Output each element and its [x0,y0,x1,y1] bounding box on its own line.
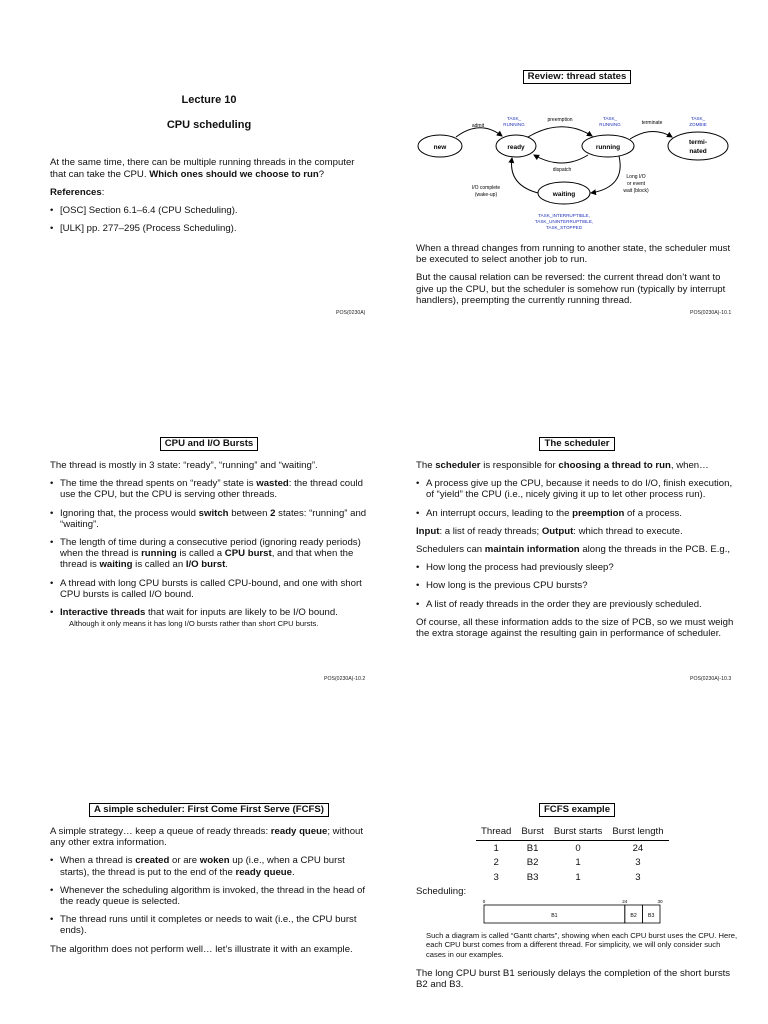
gantt-segment-label: B3 [648,913,655,920]
gantt-segment-label: B1 [551,913,558,920]
table-cell: B3 [526,871,539,883]
edge-label-io-complete: (wake-up) [474,192,498,198]
edge-label-io-complete: I/O complete [471,185,501,191]
task-running-label: TASK_ [602,116,618,121]
slide-footer: POS(0230A)-10.3 [690,676,732,682]
column-header: Burst length [607,826,668,841]
table-cell: 24 [632,843,644,855]
node-label-running: running [595,144,621,151]
node-label-new: new [433,144,447,151]
references-list [50,205,368,234]
thread-state-diagram [416,89,738,231]
references-heading: References: [50,186,105,198]
slide-title: A simple scheduler: First Come First Serve (FCFS) [50,803,368,817]
node-label-terminated-2: nated [689,148,707,155]
bullet-list [416,562,738,610]
bullet-item: • Interactive threads that wait for inputs are likely to be I/O bound. [50,607,368,618]
bullet-item: • Whenever the scheduling algorithm is invoked, the thread in the head of the ready queue is selected. [50,885,368,907]
slide-fcfs [50,803,368,962]
slide-footer: POS(0230A) [336,310,366,316]
column-header: Thread [476,826,516,841]
intro-paragraph: The thread is mostly in 3 state: “ready”, “running” and “waiting”. [50,460,318,471]
gantt-tick-label: 0 [482,899,486,905]
table-cell: 0 [575,843,581,855]
table-cell: 1 [575,857,581,869]
edge-label-preemption: preemption [547,117,573,123]
paragraph: Of course, all these information adds to the size of PCB, so we must weigh the extra storage against the resulting gain in performance of scheduler. [416,616,734,640]
reference-item: • [ULK] pp. 277–295 (Process Scheduling). [50,223,368,234]
paragraph: But the causal relation can be reversed: the current thread don’t want to give up the CPU, but the scheduler is somehow run (typically by interrupt handlers), preempting the currently running thread. [416,272,726,306]
input-output-paragraph: Input: a list of ready threads; Output: which thread to execute. [416,525,683,537]
node-label-waiting: waiting [552,191,576,198]
paragraph: The scheduler is responsible for choosing a thread to run, when… [416,460,709,471]
bullet-item: • Ignoring that, the process would switch between 2 states: “running” and “waiting”. [50,508,368,530]
slide-cpu-io-bursts [50,437,368,629]
table-cell: 3 [635,857,641,869]
bullet-item: • How long the process had previously sleep? [416,562,738,573]
node-label-terminated-1: termi- [688,139,708,146]
edge-label-long-io: Long I/O [626,174,646,180]
scheduling-label: Scheduling: [416,885,467,897]
gantt-chart [416,897,738,927]
table-cell: B1 [526,843,539,855]
edge-label-dispatch: dispatch [552,167,572,173]
task-zombie-label: TASK_ [690,116,706,121]
table-cell: 2 [493,857,499,869]
burst-table [476,826,669,884]
bullet-item: • The thread runs until it completes or needs to wait (i.e., the CPU burst ends). [50,914,368,936]
edge-label-long-io: or event [626,181,646,187]
slide-footer: POS(0230A)-10.2 [324,676,366,682]
task-zombie-label: ZOMBIE [689,122,707,127]
paragraph: The algorithm does not perform well… let’s illustrate it with an example. [50,943,353,955]
slide-title: CPU and I/O Bursts [50,437,368,451]
gantt-caption: Such a diagram is called “Gantt charts”, showing when each CPU burst uses the CPU. Here, each CPU burst comes from a different thread. For simplicity, we will only consider such cases in our examples. [426,931,738,959]
paragraph: When a thread changes from running to another state, the scheduler must be executed to select another job to run. [416,243,731,266]
bullet-item: • A list of ready threads in the order they are previously scheduled. [416,599,738,610]
task-waiting-label: TASK_UNINTERRUPTIBLE, [534,219,594,224]
bullet-list [416,478,738,519]
gantt-segment-label: B2 [630,913,637,920]
edge-label-admit: admit [471,123,485,129]
footnote: Although it only means it has long I/O bursts rather than short CPU bursts. [69,619,319,629]
state-terminated [668,132,728,160]
column-header: Burst starts [549,826,608,841]
gantt-tick-label: 30 [657,899,663,905]
slide-scheduler [416,437,738,646]
paragraph: The long CPU burst B1 seriously delays the completion of the short bursts B2 and B3. [416,968,731,991]
slide-thread-states [416,70,738,313]
bullet-item: • The time the thread spents on “ready” state is wasted: the thread could use the CPU, but the CPU is serving other threads. [50,478,368,500]
bullet-item: • A process give up the CPU, because it needs to do I/O, finish execution, of “yield” the CPU (i.e., nicely giving it up to let other process run). [416,478,738,500]
bullet-list [50,478,368,618]
task-running-label: RUNNING [503,122,525,127]
bullet-item: • The length of time during a consecutive period (ignoring ready periods) when the thread is running is called a CPU burst, and that when the thread is waiting is called an I/O burst. [50,537,368,571]
bullet-item: • An interrupt occurs, leading to the preemption of a process. [416,508,738,519]
slide-lecture-title [50,95,368,241]
slide-footer: POS(0230A)-10.1 [690,310,732,316]
column-header: Burst [516,826,548,841]
gantt-tick-label: 24 [622,899,628,905]
table-header-row [476,826,669,841]
edge-label-terminate: terminate [641,120,663,126]
slide-title: The scheduler [416,437,738,451]
task-running-label: RUNNING [599,122,621,127]
table-row [476,855,669,869]
paragraph: Schedulers can maintain information along the threads in the PCB. E.g., [416,544,731,556]
table-row [476,841,669,856]
bullet-list [50,855,368,936]
lecture-topic: CPU scheduling [166,119,252,132]
slide-title: Review: thread states [416,70,738,84]
task-running-label: TASK_ [506,116,522,121]
bullet-item: • A thread with long CPU bursts is called CPU-bound, and one with short CPU bursts is called I/O bound. [50,578,368,600]
paragraph: A simple strategy… keep a queue of ready threads: ready queue; without any other extra information. [50,826,364,849]
task-waiting-label: TASK_STOPPED [545,225,583,230]
intro-paragraph: At the same time, there can be multiple running threads in the computer that can take the CPU. Which ones should we choose to run? [50,157,355,180]
table-cell: 3 [635,871,641,883]
edge-label-long-io: wait (block) [623,188,649,194]
table-row [476,870,669,884]
table-cell: 3 [493,871,499,883]
slide-fcfs-example [416,803,738,998]
table-cell: B2 [526,857,539,869]
reference-item: • [OSC] Section 6.1–6.4 (CPU Scheduling). [50,205,368,216]
task-waiting-label: TASK_INTERRUPTIBLE, [538,213,590,218]
lecture-number: Lecture 10 [181,94,237,106]
table-cell: 1 [493,843,499,855]
slide-title: FCFS example [416,803,738,817]
bullet-item: • When a thread is created or are woken up (i.e., when a CPU burst starts), the thread is put to the end of the ready queue. [50,855,368,877]
bullet-item: • How long is the previous CPU bursts? [416,580,738,591]
table-cell: 1 [575,871,581,883]
node-label-ready: ready [507,144,525,151]
